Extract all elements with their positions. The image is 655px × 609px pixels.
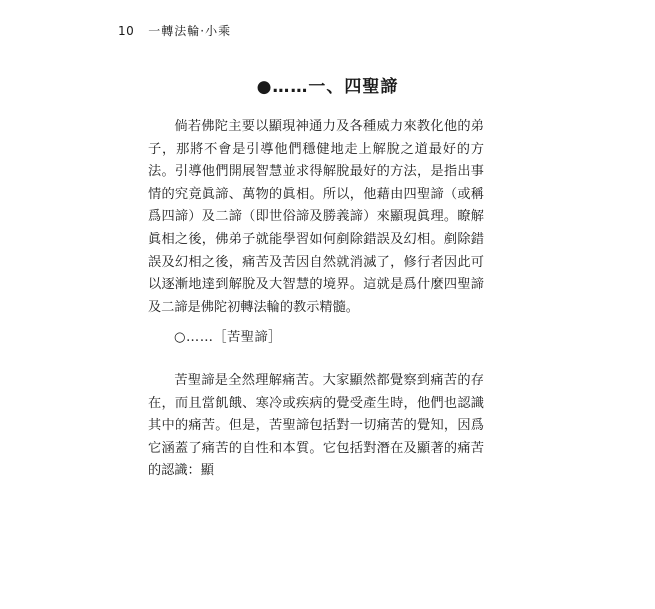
subsection-heading: ○……［苦聖諦］ xyxy=(174,330,282,345)
intro-paragraph: 倘若佛陀主要以顯現神通力及各種威力來教化他的弟子，那將不會是引導他們穩健地走上解脫之道最好的方法。引導他們開展智慧並求得解脫最好的方法，是指出事情的究竟眞諦、萬物的眞相。所以，他藉由四聖諦（或稱爲四諦）及二諦（即世俗諦及勝義諦）來顯現眞理。瞭解眞相之後，佛弟子就能學習如何剷除錯誤及幻相。剷除錯誤及幻相之後，痛苦及苦因自然就消滅了，修行者因此可以逐漸地達到解脫及大智慧的境界。這就是爲什麼四聖諦及二諦是佛陀初轉法輪的教示精髓。 xyxy=(148,119,484,315)
suffering-paragraph: 苦聖諦是全然理解痛苦。大家顯然都覺察到痛苦的存在，而且當飢餓、寒冷或疾病的覺受產生時，他們也認識其中的痛苦。但是，苦聖諦包括對一切痛苦的覺知，因爲它涵蓋了痛苦的自性和本質。它包括對潛在及顯著的痛苦的認識：顯 xyxy=(148,373,484,479)
section-title: ●……一、四聖諦 xyxy=(256,77,399,97)
running-title: 一轉法輪·小乘 xyxy=(148,24,232,38)
page-header xyxy=(118,22,231,39)
page-number: 10 xyxy=(118,24,135,38)
